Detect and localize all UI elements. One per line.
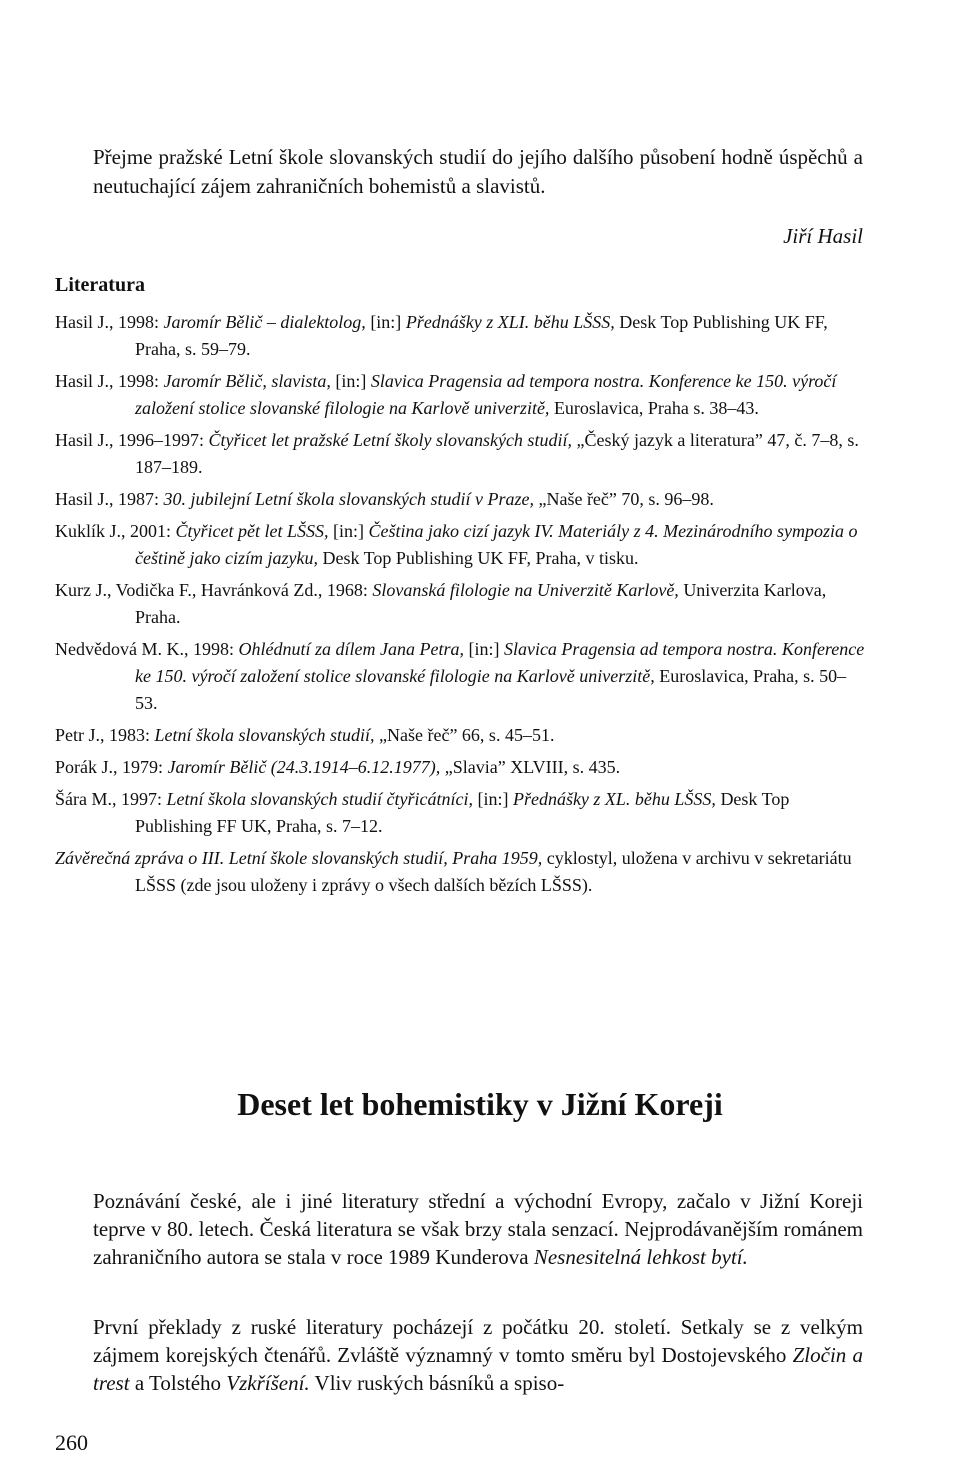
page-number: 260 xyxy=(55,1430,88,1455)
reference-item: Petr J., 1983: Letní škola slovanských studií, „Naše řeč” 66, s. 45–51. xyxy=(55,725,555,745)
reference-item: Kurz J., Vodička F., Havránková Zd., 1968: Slovanská filologie na Univerzitě Karlově, Univerzita Karlova, Praha. xyxy=(55,580,827,627)
reference-item: Hasil J., 1998: Jaromír Bělič – dialektolog, [in:] Přednášky z XLI. běhu LŠSS, Desk Top Publishing UK FF, Praha, s. 59–79. xyxy=(55,312,828,359)
reference-item: Hasil J., 1987: 30. jubilejní Letní škola slovanských studií v Praze, „Naše řeč” 70, s. 96–98. xyxy=(55,489,714,509)
reference-item: Nedvědová M. K., 1998: Ohlédnutí za dílem Jana Petra, [in:] Slavica Pragensia ad tempora nostra. Konference ke 150. výročí založení stolice slovanské filologie na Karlově univerzitě, Euroslavica, Praha, s. 50–53. xyxy=(55,639,865,713)
section-title: Deset let bohemistiky v Jižní Koreji xyxy=(237,1086,723,1122)
reference-item: Hasil J., 1996–1997: Čtyřicet let pražské Letní školy slovanských studií, „Český jazyk a literatura” 47, č. 7–8, s. 187–189. xyxy=(55,430,859,477)
section-paragraph-1: Poznávání české, ale i jiné literatury střední a východní Evropy, začalo v Jižní Koreji teprve v 80. letech. Česká literatura se však brzy stala senzací. Nejprodávanějším románem zahraničního autora se stala v roce 1989 Kunderova Nesnesitelná lehkost bytí. xyxy=(93,1189,863,1269)
section-paragraph-2: První překlady z ruské literatury pocházejí z počátku 20. století. Setkaly se z velkým zájmem korejských čtenářů. Zvláště významný v tomto směru byl Dostojevského Zločin a trest a Tolstého Vzkříšení. Vliv ruských básníků a spiso- xyxy=(93,1315,863,1395)
reference-item: Kuklík J., 2001: Čtyřicet pět let LŠSS, [in:] Čeština jako cizí jazyk IV. Materiály z 4. Mezinárodního sympozia o češtině jako cizím jazyku, Desk Top Publishing UK FF, Praha, v tisku. xyxy=(55,521,858,568)
reference-list xyxy=(55,309,865,904)
intro-paragraph: Přejme pražské Letní škole slovanských studií do jejího dalšího působení hodně úspěchů a neutuchající zájem zahraničních bohemistů a slavistů. xyxy=(93,145,863,198)
literature-heading: Literatura xyxy=(55,274,145,296)
reference-item: Porák J., 1979: Jaromír Bělič (24.3.1914–6.12.1977), „Slavia” XLVIII, s. 435. xyxy=(55,757,621,777)
reference-item: Šára M., 1997: Letní škola slovanských studií čtyřicátníci, [in:] Přednášky z XL. běhu LŠSS, Desk Top Publishing FF UK, Praha, s. 7–12. xyxy=(55,789,790,836)
reference-item: Závěrečná zpráva o III. Letní škole slovanských studií, Praha 1959, cyklostyl, uložena v archivu v sekretariátu LŠSS (zde jsou uloženy i zprávy o všech dalších bězích LŠSS). xyxy=(55,848,852,895)
reference-item: Hasil J., 1998: Jaromír Bělič, slavista, [in:] Slavica Pragensia ad tempora nostra. Konference ke 150. výročí založení stolice slovanské filologie na Karlově univerzitě, Euroslavica, Praha s. 38–43. xyxy=(55,371,837,418)
author-signature: Jiří Hasil xyxy=(783,224,863,248)
